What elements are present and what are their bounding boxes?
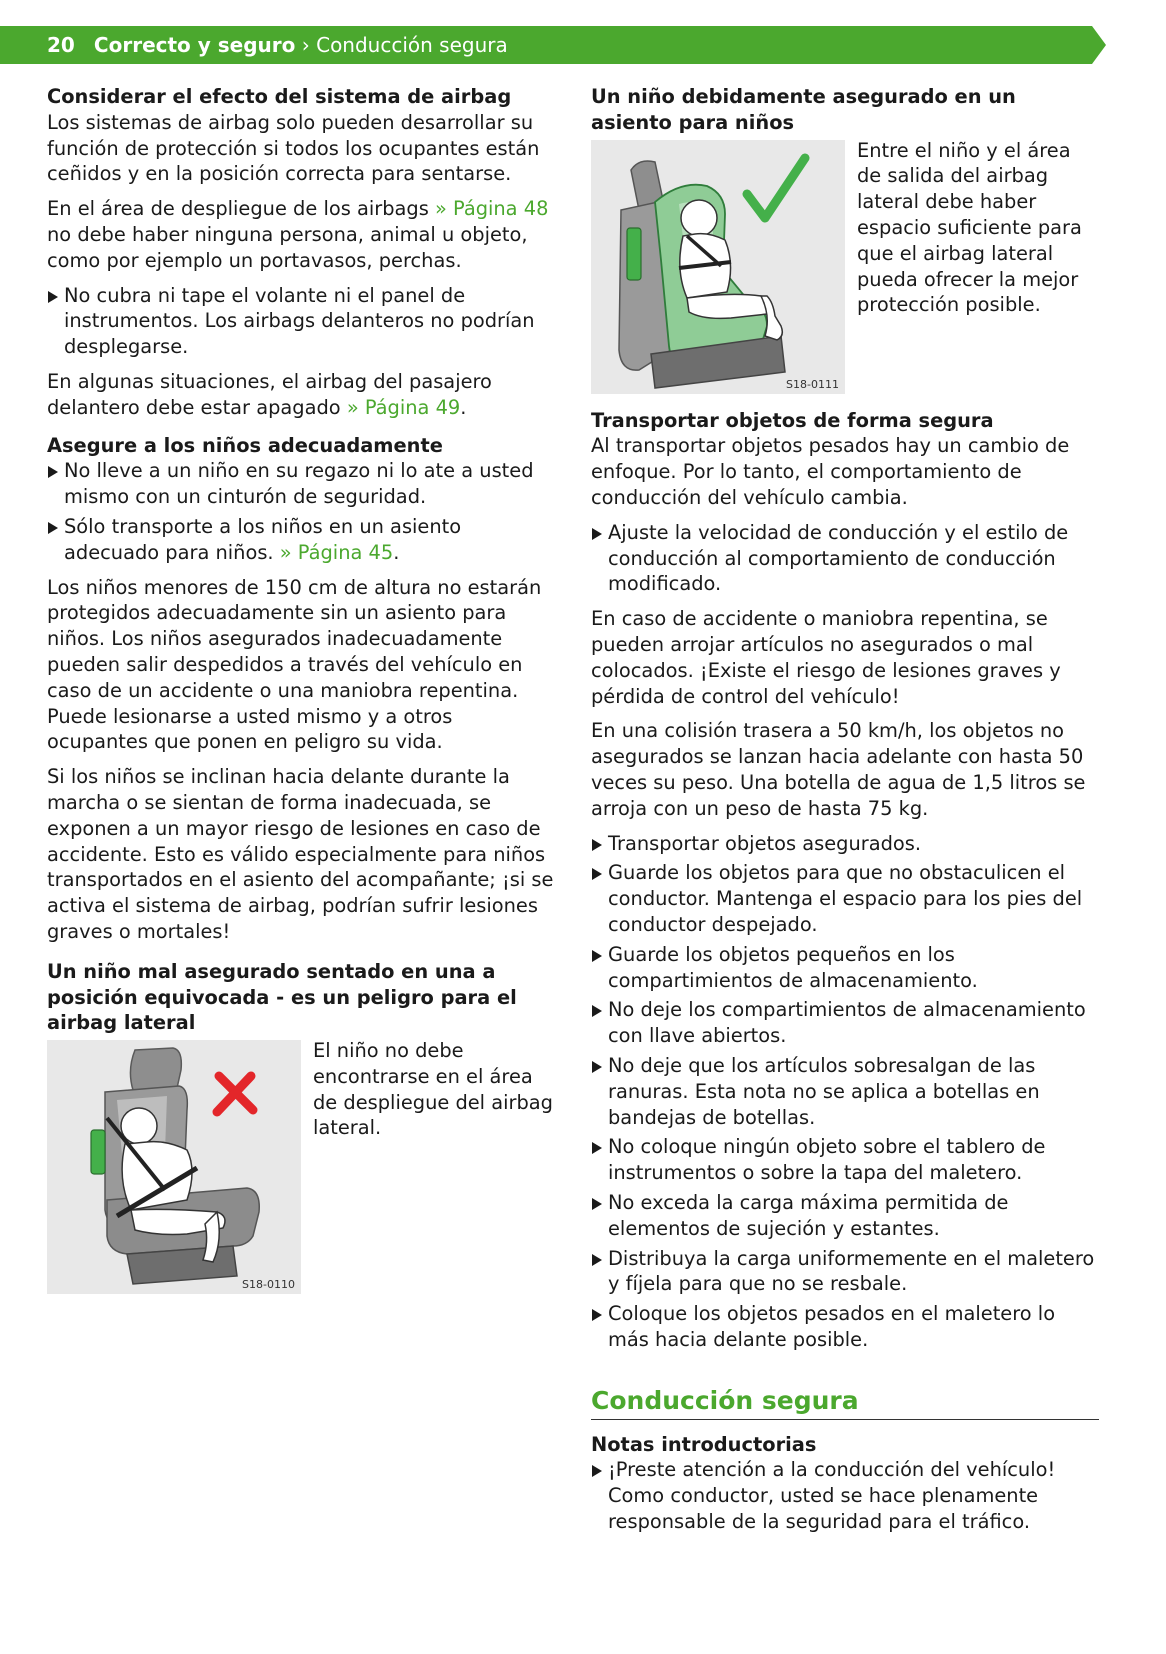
airbag-paragraph-3 <box>47 369 557 421</box>
bullet-text: Guarde los objetos pequeños en los compartimientos de almacenamiento. <box>608 942 978 992</box>
bullet-triangle-icon <box>592 1465 602 1477</box>
list-item <box>591 1190 1099 1242</box>
wrong-position-heading: Un niño mal asegurado sentado en una a posición equivocada - es un peligro para el airbag lateral <box>47 959 517 1035</box>
text: . <box>460 395 467 419</box>
bullet-triangle-icon <box>592 528 602 540</box>
bullet-text: Coloque los objetos pesados en el maletero lo más hacia delante posible. <box>608 1302 1056 1351</box>
correct-position-heading: Un niño debidamente asegurado en un asiento para niños <box>591 85 1016 134</box>
list-item <box>591 942 1099 994</box>
bullet-triangle-icon <box>48 291 58 303</box>
figure-child-wrong-position <box>47 1040 301 1294</box>
list-item <box>591 1134 1099 1186</box>
list-item <box>591 520 1099 597</box>
bullet-triangle-icon <box>592 950 602 962</box>
page-link-45[interactable]: » Página 45 <box>279 540 394 564</box>
list-item <box>591 831 1099 857</box>
intro-heading: Notas introductorias <box>591 1432 817 1456</box>
section-name: Correcto y seguro <box>93 33 296 57</box>
bullet-text: Guarde los objetos para que no obstaculicen el conductor. Mantenga el espacio para los pies del conductor despejado. <box>608 861 1083 936</box>
kids-paragraph-1: Los niños menores de 150 cm de altura no estarán protegidos adecuadamente sin un asiento para niños. Los niños asegurados inadecuadamente pueden salir despedidos a través del vehículo en caso de un accidente o una maniobra repentina. Puede lesionarse a usted mismo y a otros ocupantes que ponen en peligro su vida. <box>47 575 542 754</box>
objects-bullets-2 <box>591 831 1099 1353</box>
list-item <box>47 458 557 510</box>
bullet-triangle-icon <box>592 1309 602 1321</box>
kids-heading: Asegure a los niños adecuadamente <box>47 433 443 457</box>
page-link-48[interactable]: » Página 48 <box>434 197 549 221</box>
text: En el área de despliegue de los airbags <box>47 197 435 221</box>
running-header <box>47 26 508 64</box>
list-item <box>591 1301 1099 1353</box>
list-item <box>591 1053 1099 1130</box>
bullet-text: ¡Preste atención a la conducción del vehículo! Como conductor, usted se hace plenamente responsable de la seguridad para el tráfico. <box>608 1458 1056 1534</box>
text: no debe haber ninguna persona, animal u objeto, como por ejemplo un portavasos, perchas. <box>47 222 528 272</box>
objects-paragraph-3: En una colisión trasera a 50 km/h, los objetos no asegurados se lanzan hacia adelante con hasta 50 veces su peso. Una botella de agua de 1,5 litros se arroja con un peso de hasta 75 kg. <box>591 719 1086 820</box>
kids-bullets <box>47 458 557 565</box>
list-item <box>591 1246 1099 1298</box>
bullet-text: Ajuste la velocidad de conducción y el estilo de conducción al comportamiento de conducción modificado. <box>608 520 1069 596</box>
correct-figure-block <box>591 140 1099 394</box>
list-item <box>591 1457 1099 1534</box>
left-column <box>47 84 557 1294</box>
text: En algunas situaciones, el airbag del pasajero delantero debe estar apagado <box>47 369 492 419</box>
intro-bullets <box>591 1457 1099 1534</box>
objects-bullets-1 <box>591 520 1099 597</box>
bullet-text: No deje que los artículos sobresalgan de las ranuras. Esta nota no se aplica a botellas en bandejas de botellas. <box>608 1053 1040 1129</box>
bullet-triangle-icon <box>592 1061 602 1073</box>
bullet-text: No coloque ningún objeto sobre el tablero de instrumentos o sobre la tapa del maletero. <box>608 1135 1046 1185</box>
bullet-triangle-icon <box>592 839 602 851</box>
bullet-triangle-icon <box>592 1005 602 1017</box>
car-seat-child-illustration <box>47 1040 301 1294</box>
header-arrow-tip <box>1092 26 1106 64</box>
figure-code: S18-0111 <box>786 377 839 391</box>
subsection-name: Conducción segura <box>316 33 508 57</box>
objects-paragraph-1: Al transportar objetos pesados hay un cambio de enfoque. Por lo tanto, el comportamiento de conducción del vehículo cambia. <box>591 434 1070 509</box>
bullet-triangle-icon <box>592 868 602 880</box>
bullet-triangle-icon <box>592 1142 602 1154</box>
bullet-triangle-icon <box>592 1198 602 1210</box>
list-item <box>47 283 557 360</box>
list-item <box>591 860 1099 937</box>
kids-paragraph-2: Si los niños se inclinan hacia delante durante la marcha o se sientan de forma inadecuada, se exponen a un mayor riesgo de lesiones en caso de accidente. Esto es válido especialmente para niños transportados en el asiento del acompañante; ¡si se activa el sistema de airbag, podrían sufrir lesiones graves o mortales! <box>47 765 554 943</box>
figure-caption: Entre el niño y el área de salida del airbag lateral debe haber espacio suficiente para que el airbag lateral pueda ofrecer la mejor protección posible. <box>857 138 1082 317</box>
bullet-text: No deje los compartimientos de almacenamiento con llave abiertos. <box>608 998 1086 1048</box>
list-item <box>47 514 557 566</box>
bullet-text: No exceda la carga máxima permitida de elementos de sujeción y estantes. <box>608 1190 1009 1240</box>
figure-code: S18-0110 <box>242 1278 295 1292</box>
bullet-triangle-icon <box>48 466 58 478</box>
bullet-triangle-icon <box>592 1254 602 1266</box>
airbag-paragraph-2 <box>47 196 557 273</box>
airbag-paragraph-1: Los sistemas de airbag solo pueden desarrollar su función de protección si todos los ocupantes están ceñidos y en la posición correcta para sentarse. <box>47 110 540 186</box>
wrong-figure-block <box>47 1040 557 1294</box>
page-number: 20 <box>47 33 75 57</box>
figure-caption: El niño no debe encontrarse en el área de despliegue del airbag lateral. <box>313 1039 553 1140</box>
text: . <box>393 540 400 564</box>
right-column <box>591 84 1099 1544</box>
bullet-text: No lleve a un niño en su regazo ni lo ate a usted mismo con un cinturón de seguridad. <box>64 459 534 509</box>
page-link-49[interactable]: » Página 49 <box>346 395 461 419</box>
objects-heading: Transportar objetos de forma segura <box>591 408 994 432</box>
airbag-heading: Considerar el efecto del sistema de airbag <box>47 85 512 108</box>
bullet-text: No cubra ni tape el volante ni el panel de instrumentos. Los airbags delanteros no podrían desplegarse. <box>64 283 535 359</box>
bullet-text: Sólo transporte a los niños en un asiento adecuado para niños. <box>64 514 462 564</box>
bullet-text: Transportar objetos asegurados. <box>608 831 922 855</box>
bullet-triangle-icon <box>48 522 58 534</box>
figure-child-correct-position <box>591 140 845 394</box>
breadcrumb-separator: › <box>301 33 310 57</box>
child-seat-illustration <box>591 140 845 394</box>
list-item <box>591 997 1099 1049</box>
airbag-bullets <box>47 283 557 360</box>
section-title: Conducción segura <box>591 1385 1099 1420</box>
objects-paragraph-2: En caso de accidente o maniobra repentina, se pueden arrojar artículos no asegurados o mal colocados. ¡Existe el riesgo de lesiones graves y pérdida de control del vehículo! <box>591 607 1061 708</box>
bullet-text: Distribuya la carga uniformemente en el maletero y fíjela para que no se resbale. <box>608 1246 1095 1296</box>
